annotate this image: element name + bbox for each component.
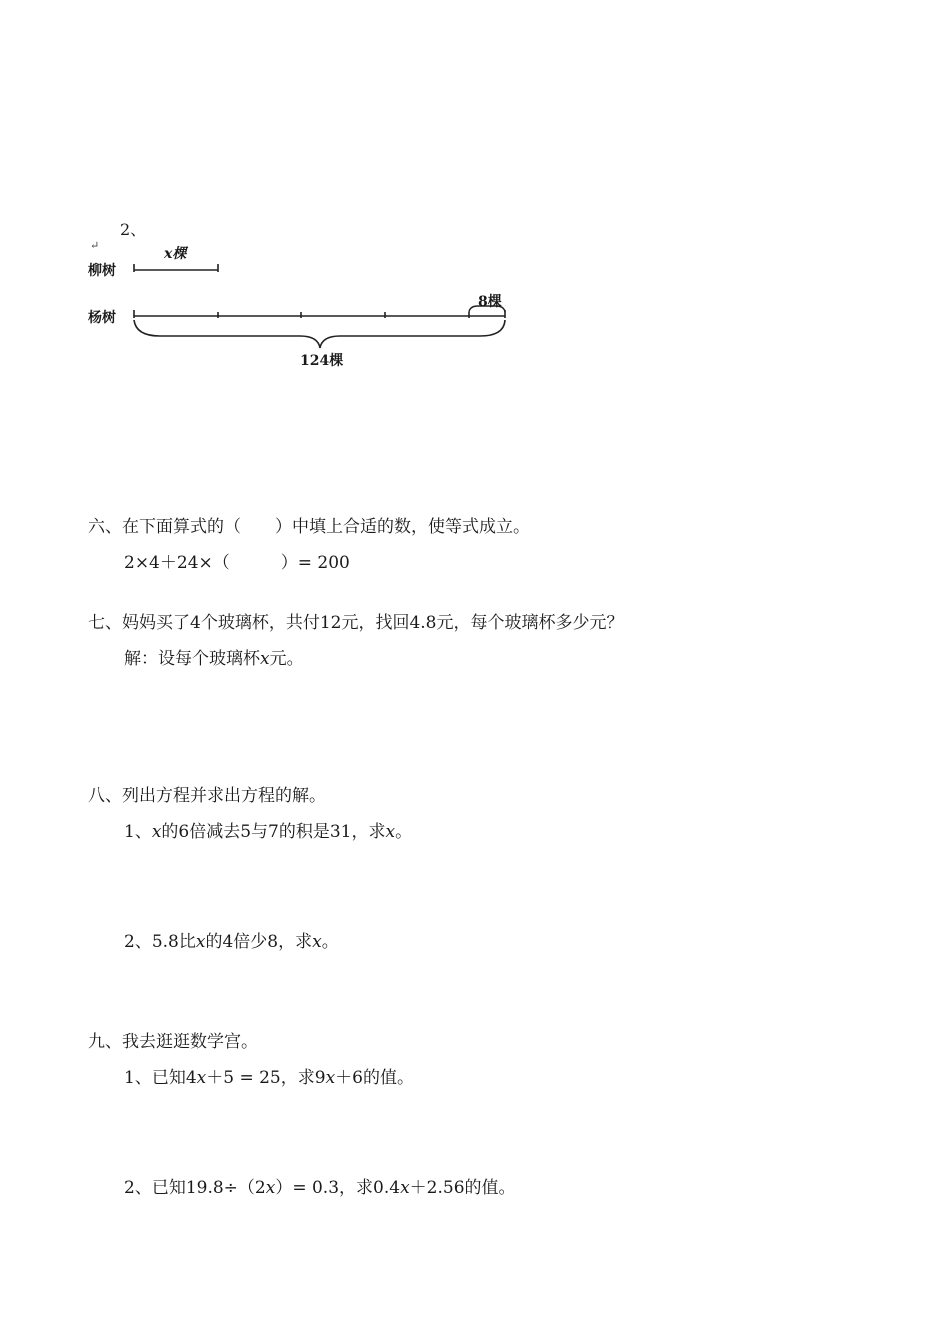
section-7-heading: 七、妈妈买了4个玻璃杯，共付12元，找回4.8元，每个玻璃杯多少元？ bbox=[88, 613, 624, 633]
section-9-question-2 bbox=[124, 1180, 516, 1197]
section-9-heading: 九、我去逛逛数学宫。 bbox=[88, 1032, 258, 1052]
solution-prefix: 解：设每个玻璃杯 bbox=[124, 649, 260, 669]
variable-x: x bbox=[151, 822, 162, 842]
q-text: 的6倍减去5与7的积是31，求 bbox=[161, 822, 386, 842]
variable-x: x bbox=[325, 1068, 336, 1088]
line-segment-diagram bbox=[0, 0, 950, 400]
problem-number: 2、 bbox=[120, 220, 147, 239]
variable-x: x bbox=[400, 1178, 410, 1198]
q-text: 2、已知19.8÷（2 bbox=[124, 1178, 266, 1198]
section-8-question-2 bbox=[124, 934, 339, 951]
section-8-heading: 八、列出方程并求出方程的解。 bbox=[88, 786, 326, 806]
variable-x: x bbox=[260, 649, 270, 669]
q-text: 1、 bbox=[124, 822, 152, 842]
variable-x: x bbox=[312, 932, 322, 952]
section-7-solution bbox=[124, 651, 304, 668]
q-text: ＋2.56的值。 bbox=[409, 1178, 516, 1198]
total-amount-label: 124棵 bbox=[300, 353, 344, 369]
section-6-equation: 2×4＋24×（ ）= 200 bbox=[124, 553, 350, 573]
variable-x: x bbox=[196, 1068, 207, 1088]
return-mark: ↵ bbox=[90, 239, 100, 252]
section-6-heading: 六、在下面算式的（ ）中填上合适的数，使等式成立。 bbox=[88, 517, 530, 537]
q-text: 的4倍少8，求 bbox=[205, 932, 313, 952]
q-text: ＋6的值。 bbox=[335, 1068, 414, 1088]
extra-amount-label: 8棵 bbox=[478, 294, 502, 310]
variable-x: x bbox=[195, 932, 206, 952]
section-8-question-1 bbox=[124, 824, 412, 841]
q-text: 2、5.8比 bbox=[124, 932, 196, 952]
willow-segment bbox=[134, 264, 218, 272]
q-text: 。 bbox=[395, 822, 413, 842]
q-text: ）= 0.3，求0.4 bbox=[275, 1178, 401, 1198]
willow-amount-label: x棵 bbox=[164, 246, 187, 262]
q-text: ＋5 = 25，求9 bbox=[206, 1068, 326, 1088]
variable-x: x bbox=[265, 1178, 276, 1198]
solution-suffix: 元。 bbox=[269, 649, 304, 669]
willow-label: 柳树 bbox=[88, 263, 116, 279]
q-text: 。 bbox=[321, 932, 339, 952]
q-text: 1、已知4 bbox=[124, 1068, 197, 1088]
variable-x: x bbox=[385, 822, 396, 842]
section-9-question-1 bbox=[124, 1070, 414, 1087]
poplar-segment bbox=[134, 310, 505, 318]
total-brace bbox=[134, 320, 505, 348]
poplar-label: 杨树 bbox=[88, 310, 116, 326]
